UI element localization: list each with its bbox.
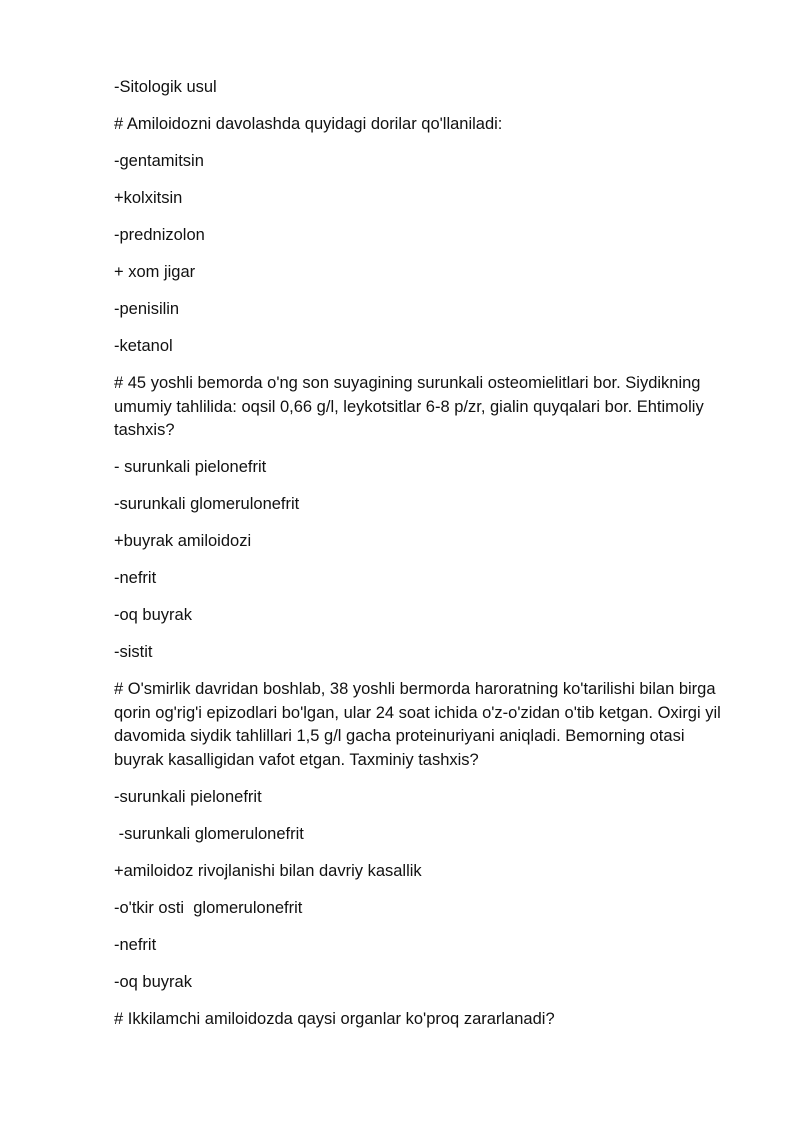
answer-option: -gentamitsin — [114, 152, 204, 170]
answer-option: -surunkali glomerulonefrit — [114, 495, 300, 513]
question-text: # O'smirlik davridan boshlab, 38 yoshli bermorda haroratning ko'tarilishi bilan birga qorin og'rig'i epizodlari bo'lgan, ular 24 soat ichida o'z-o'zidan o'tib ketgan. Oxirgi yil davomida siydik tahlillari 1,5 g/l gacha proteinuriyani aniqladi. Bemorning otasi buyrak kasalligidan vafot etgan. Taxminiy tashxis? — [114, 680, 726, 769]
question-text: # Amiloidozni davolashda quyidagi dorilar qo'llaniladi: — [114, 115, 503, 133]
question-text: # Ikkilamchi amiloidozda qaysi organlar ko'proq zararlanadi? — [114, 1009, 555, 1028]
answer-option: -ketanol — [114, 337, 173, 355]
answer-option: -nefrit — [114, 569, 157, 587]
answer-option: -oq buyrak — [114, 606, 192, 624]
answer-option: -prednizolon — [114, 226, 205, 244]
answer-option: -nefrit — [114, 935, 157, 954]
answer-option: -penisilin — [114, 300, 180, 318]
answer-option: -Sitologik usul — [114, 78, 217, 96]
answer-option: + xom jigar — [114, 263, 196, 281]
answer-option: +amiloidoz rivojlanishi bilan davriy kasallik — [114, 861, 422, 880]
document-body — [114, 76, 734, 1045]
answer-option: -sistit — [114, 643, 153, 661]
question-text: # 45 yoshli bemorda o'ng son suyagining surunkali osteomielitlari bor. Siydikning umumiy tahlilida: oqsil 0,66 g/l, leykotsitlar 6-8 p/zr, gialin quyqalari bor. Ehtimoliy tashxis? — [114, 374, 709, 439]
answer-option: -surunkali glomerulonefrit — [114, 824, 304, 843]
answer-option: -surunkali pielonefrit — [114, 787, 262, 806]
answer-option: +kolxitsin — [114, 189, 183, 207]
answer-option: -o'tkir osti glomerulonefrit — [114, 898, 303, 917]
answer-option: - surunkali pielonefrit — [114, 458, 267, 476]
answer-option: -oq buyrak — [114, 972, 192, 991]
answer-option: +buyrak amiloidozi — [114, 532, 252, 550]
